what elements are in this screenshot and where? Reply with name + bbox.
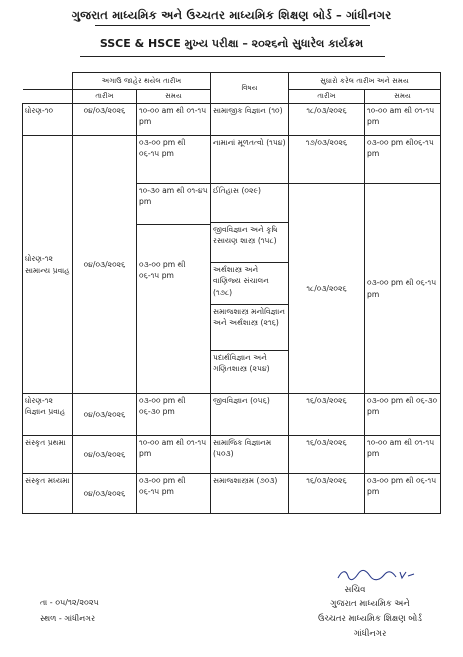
subtitle-underline [80,56,385,57]
new-date-cell: ૧૬/૦૩/૨૦૨૬ [289,436,365,474]
old-date-cell: ૦૪/૦૩/૨૦૨૬ [73,104,137,136]
table-header-row [23,73,441,90]
signatory-org-line-2: ઉચ્ચતર માધ્યમિક શિક્ષણ બોર્ડ [318,614,422,624]
new-date-cell: ૧૮/૦૩/૨૦૨૬ [289,184,365,394]
new-time-cell: ૧૦-૦૦ am થી ૦૧-૧૫ pm [365,436,441,474]
subject-cell: સમાજશાસ્ત્ર મનોવિજ્ઞાન અને અર્થશાસ્ત્ર (૨૧૬) [211,304,288,350]
subject-cell: અર્થશાસ્ત્ર અને વાણિજ્ય સંચાલન (૧૭૮) [211,262,288,304]
table-row [23,104,441,136]
class-cell: ધોરણ-૧૨ સામાન્ય પ્રવાહ [23,136,73,394]
subject-cell: જીવવિજ્ઞાન અને કૃષિ રસાયણ શાસ્ત્ર (૧૫૮) [211,222,288,262]
old-date-header: તારીખ [73,90,137,104]
new-date-cell: ૧૬/૦૩/૨૦૨૬ [289,474,365,514]
new-time-header: સમય [365,90,441,104]
new-date-cell: ૧૬/૦૩/૨૦૨૬ [289,394,365,436]
old-time-cell: ૦૩-૦૦ pm થી ૦૬-૧૫ pm [137,224,210,393]
class-cell: સંસ્કૃત મધ્યમા [23,474,73,514]
subject-header: વિષય [211,73,289,104]
exam-title: SSCE & HSCE મુખ્ય પરીક્ષા – ૨૦૨૬નો સુધારેલ કાર્યક્રમ [99,37,364,50]
class-cell: ધોરણ-૧૨ વિજ્ઞાન પ્રવાહ [23,394,73,436]
old-time-cell: ૦૩-૦૦ pm થી ૦૬-૩૦ pm [137,394,211,436]
class-cell: સંસ્કૃત પ્રથમા [23,436,73,474]
new-date-cell: ૧૭/૦૩/૨૦૨૬ [289,136,365,184]
old-time-cell: ૧૦-૦૦ am થી ૦૧-૧૫ pm [137,104,211,136]
subject-cell: સામાજિક વિજ્ઞાનમ (૫૦૩) [211,436,289,474]
old-date-cell: ૦૪/૦૩/૨૦૨૬ [73,136,137,394]
table-row [23,394,441,436]
table-row [23,436,441,474]
title-underline [95,25,370,26]
schedule-table [22,72,441,514]
corner-cell-2 [23,90,73,104]
subject-cell: ઈતિહાસ (૦૨૯) [213,186,261,195]
new-time-cell: ૦૩-૦૦ pm થી ૦૬-૩૦ pm [365,394,441,436]
table-row [23,136,441,184]
subject-cell: પદાર્થવિજ્ઞાન અને ગણિતશાસ્ત્ર (૨૫૪) [211,350,288,391]
table-row [23,474,441,514]
old-date-cell: ૦૪/૦૩/૨૦૨૬ [73,394,137,436]
subject-cell: સમાજશાસ્ત્રમ (૭૦૩) [211,474,289,514]
old-time-cell: ૦૩-૦૦ pm થી ૦૬-૧૫ pm [137,474,211,514]
new-time-cell: ૦૩-૦૦ pm થી ૦૬-૧૫ pm [365,184,441,394]
new-time-cell: ૦૩-૦૦ pm થી૦૬-૧૫ pm [365,136,441,184]
old-time-cell: ૧૦-૩૦ am થી ૦૧-૪૫ pm [139,186,208,207]
subject-cell: નામાનાં મૂળતત્વો (૧૫૪) [211,136,289,184]
subject-cell: સામાજીક વિજ્ઞાન (૧૦) [211,104,289,136]
issue-date: તા - ૦૫/૧૨/૨૦૨૫ [40,598,99,607]
old-time-cell: ૦૩-૦૦ pm થી ૦૬-૧૫ pm [137,136,211,184]
new-time-cell: ૦૩-૦૦ pm થી ૦૬-૧૫ pm [365,474,441,514]
class-cell: ધોરણ-૧૦ [23,104,73,136]
new-time-cell: ૧૦-૦૦ am થી ૦૧-૧૫ pm [365,104,441,136]
signature-icon [336,566,416,584]
old-time-cell: ૧૦-૦૦ am થી ૦૧-૧૫ pm [137,436,211,474]
revised-date-header: સુધારો કરેલ તારીખ અને સમય [289,73,441,90]
new-date-header: તારીખ [289,90,365,104]
signatory-org-line-1: ગુજરાત માધ્યમિક અને [330,599,410,609]
old-date-cell: ૦૪/૦૩/૨૦૨૬ [73,436,137,474]
issue-place: સ્થળ - ગાંધીનગર [40,614,96,623]
previous-date-header: અગાઉ જાહેર થયેલ તારીખ [73,73,211,90]
designation: સચિવ [344,585,366,595]
old-date-cell: ૦૪/૦૩/૨૦૨૬ [73,474,137,514]
old-time-header: સમય [137,90,211,104]
subject-cell: જીવવિજ્ઞાન (૦૫૬) [211,394,289,436]
new-date-cell: ૧૮/૦૩/૨૦૨૬ [289,104,365,136]
signatory-org-line-3: ગાંધીનગર [353,629,387,639]
corner-cell [23,73,73,90]
board-title: ગુજરાત માધ્યમિક અને ઉચ્ચતર માધ્યમિક શિક્ષણ બોર્ડ – ગાંધીનગર [71,8,392,22]
